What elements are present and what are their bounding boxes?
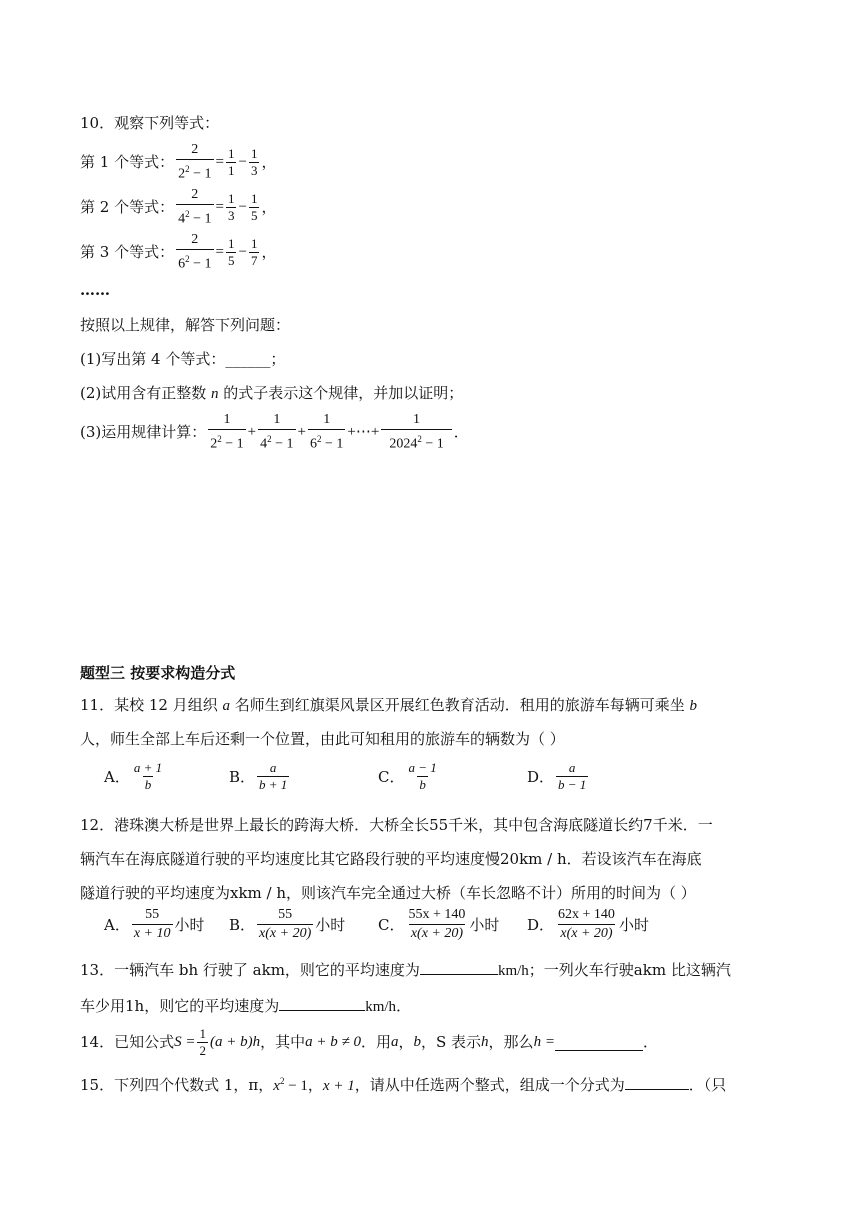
fraction: $\frac{2}{2^2 - 1}$ xyxy=(178,141,212,182)
q13-line2: 车少用1h，则它的平均速度为 km/h． xyxy=(80,994,411,1018)
q12-line2: 辆汽车在海底隧道行驶的平均速度比其它路段行驶的平均速度慢20km / h．若设该汽车在海底 xyxy=(80,850,702,868)
q12-line1: 12．港珠澳大桥是世界上最长的跨海大桥．大桥全长55千米，其中包含海底隧道长约7千米．一 xyxy=(80,816,713,834)
q12-option-b[interactable]: B． $\frac{55}{x(x + 20)}$ 小时 xyxy=(229,907,346,941)
fraction: $\frac{1}{2^2 - 1}$ xyxy=(210,411,244,452)
fraction: $\frac{1}{5}$ xyxy=(227,235,235,268)
fraction: $\frac{1}{1}$ xyxy=(227,145,235,178)
section-title: 题型三 按要求构造分式 xyxy=(80,664,236,682)
q10-eq2: 第 2 个等式： $\frac{2}{4^2 - 1}$ = $\frac{1}{3}$ − $\frac{1}{5}$ ， xyxy=(80,186,277,227)
fraction: $\frac{2}{4^2 - 1}$ xyxy=(178,186,212,227)
fraction: $\frac{1}{7}$ xyxy=(250,235,258,268)
answer-blank[interactable] xyxy=(555,1034,643,1051)
q14-line: 14．已知公式 S = $\frac{1}{2}$ (a + b)h ，其中 a + b ≠ 0 ．用 a ， b ，S 表示 h ，那么 h = ． xyxy=(80,1025,658,1058)
answer-blank[interactable] xyxy=(279,994,365,1011)
fraction: $\frac{1}{3}$ xyxy=(227,190,235,223)
fraction: $\frac{1}{2024^2 - 1}$ xyxy=(381,411,451,454)
q11-option-a[interactable]: A． $\frac{a + 1}{b}$ xyxy=(104,760,163,792)
eq-label: 第 3 个等式： xyxy=(80,243,175,261)
fraction: $\frac{1}{5}$ xyxy=(250,190,258,223)
q10-eq1: 第 1 个等式： $\frac{2}{2^2 - 1}$ = $\frac{1}{1}$ − $\frac{1}{3}$ ， xyxy=(80,141,277,182)
fraction: $\frac{1}{6^2 - 1}$ xyxy=(310,411,344,452)
q10-part3: (3)运用规律计算： $\frac{1}{2^2 - 1}$ + $\frac{1}{4^2 - 1}$ + $\frac{1}{6^2 - 1}$ +⋯+ $\frac{1}{2024^2 - 1}$ ． xyxy=(80,411,469,452)
q12-option-a[interactable]: A． $\frac{55}{x + 10}$ 小时 xyxy=(104,907,205,941)
q11-option-d[interactable]: D． $\frac{a}{b - 1}$ xyxy=(527,760,587,792)
eq-label: 第 1 个等式： xyxy=(80,153,175,171)
q11-option-b[interactable]: B． $\frac{a}{b + 1}$ xyxy=(229,760,288,792)
q15-line: 15．下列四个代数式 1，π，$x^2 - 1$，x + 1，请从中任选两个整式，组成一个分式为 ．（只 xyxy=(80,1070,726,1097)
q11-line2: 人，师生全部上车后还剩一个位置，由此可知租用的旅游车的辆数为（ ） xyxy=(80,730,565,748)
q11-option-c[interactable]: C． $\frac{a - 1}{b}$ xyxy=(378,760,437,792)
q11-line1: 11．某校 12 月组织 a 名师生到红旗渠风景区开展红色教育活动．租用的旅游车每辆可乘坐 b xyxy=(80,696,698,714)
eq-label: 第 2 个等式： xyxy=(80,198,175,216)
q13-line1: 13．一辆汽车 bh 行驶了 akm，则它的平均速度为 km/h；一列火车行驶akm 比这辆汽 xyxy=(80,958,731,982)
q10-title: 10．观察下列等式： xyxy=(80,114,220,132)
answer-blank[interactable] xyxy=(420,958,498,975)
q12-option-c[interactable]: C． $\frac{55x + 140}{x(x + 20)}$ 小时 xyxy=(378,907,500,941)
q10-intro: 按照以上规律，解答下列问题： xyxy=(80,316,291,334)
q12-line3: 隧道行驶的平均速度为xkm / h，则该汽车完全通过大桥（车长忽略不计）所用的时间为（ ） xyxy=(80,884,696,902)
fraction: $\frac{2}{6^2 - 1}$ xyxy=(178,231,212,272)
q10-part2: (2)试用含有正整数 n 的式子表示这个规律，并加以证明； xyxy=(80,384,464,402)
fraction: $\frac{1}{3}$ xyxy=(250,145,258,178)
q12-option-d[interactable]: D． $\frac{62x + 140}{x(x + 20)}$ 小时 xyxy=(527,907,649,941)
ellipsis: …… xyxy=(80,281,110,299)
answer-blank[interactable] xyxy=(625,1073,689,1090)
fraction: $\frac{1}{4^2 - 1}$ xyxy=(260,411,294,452)
q10-eq3: 第 3 个等式： $\frac{2}{6^2 - 1}$ = $\frac{1}{5}$ − $\frac{1}{7}$ ， xyxy=(80,231,277,272)
q10-part1: (1)写出第 4 个等式：______； xyxy=(80,350,286,368)
